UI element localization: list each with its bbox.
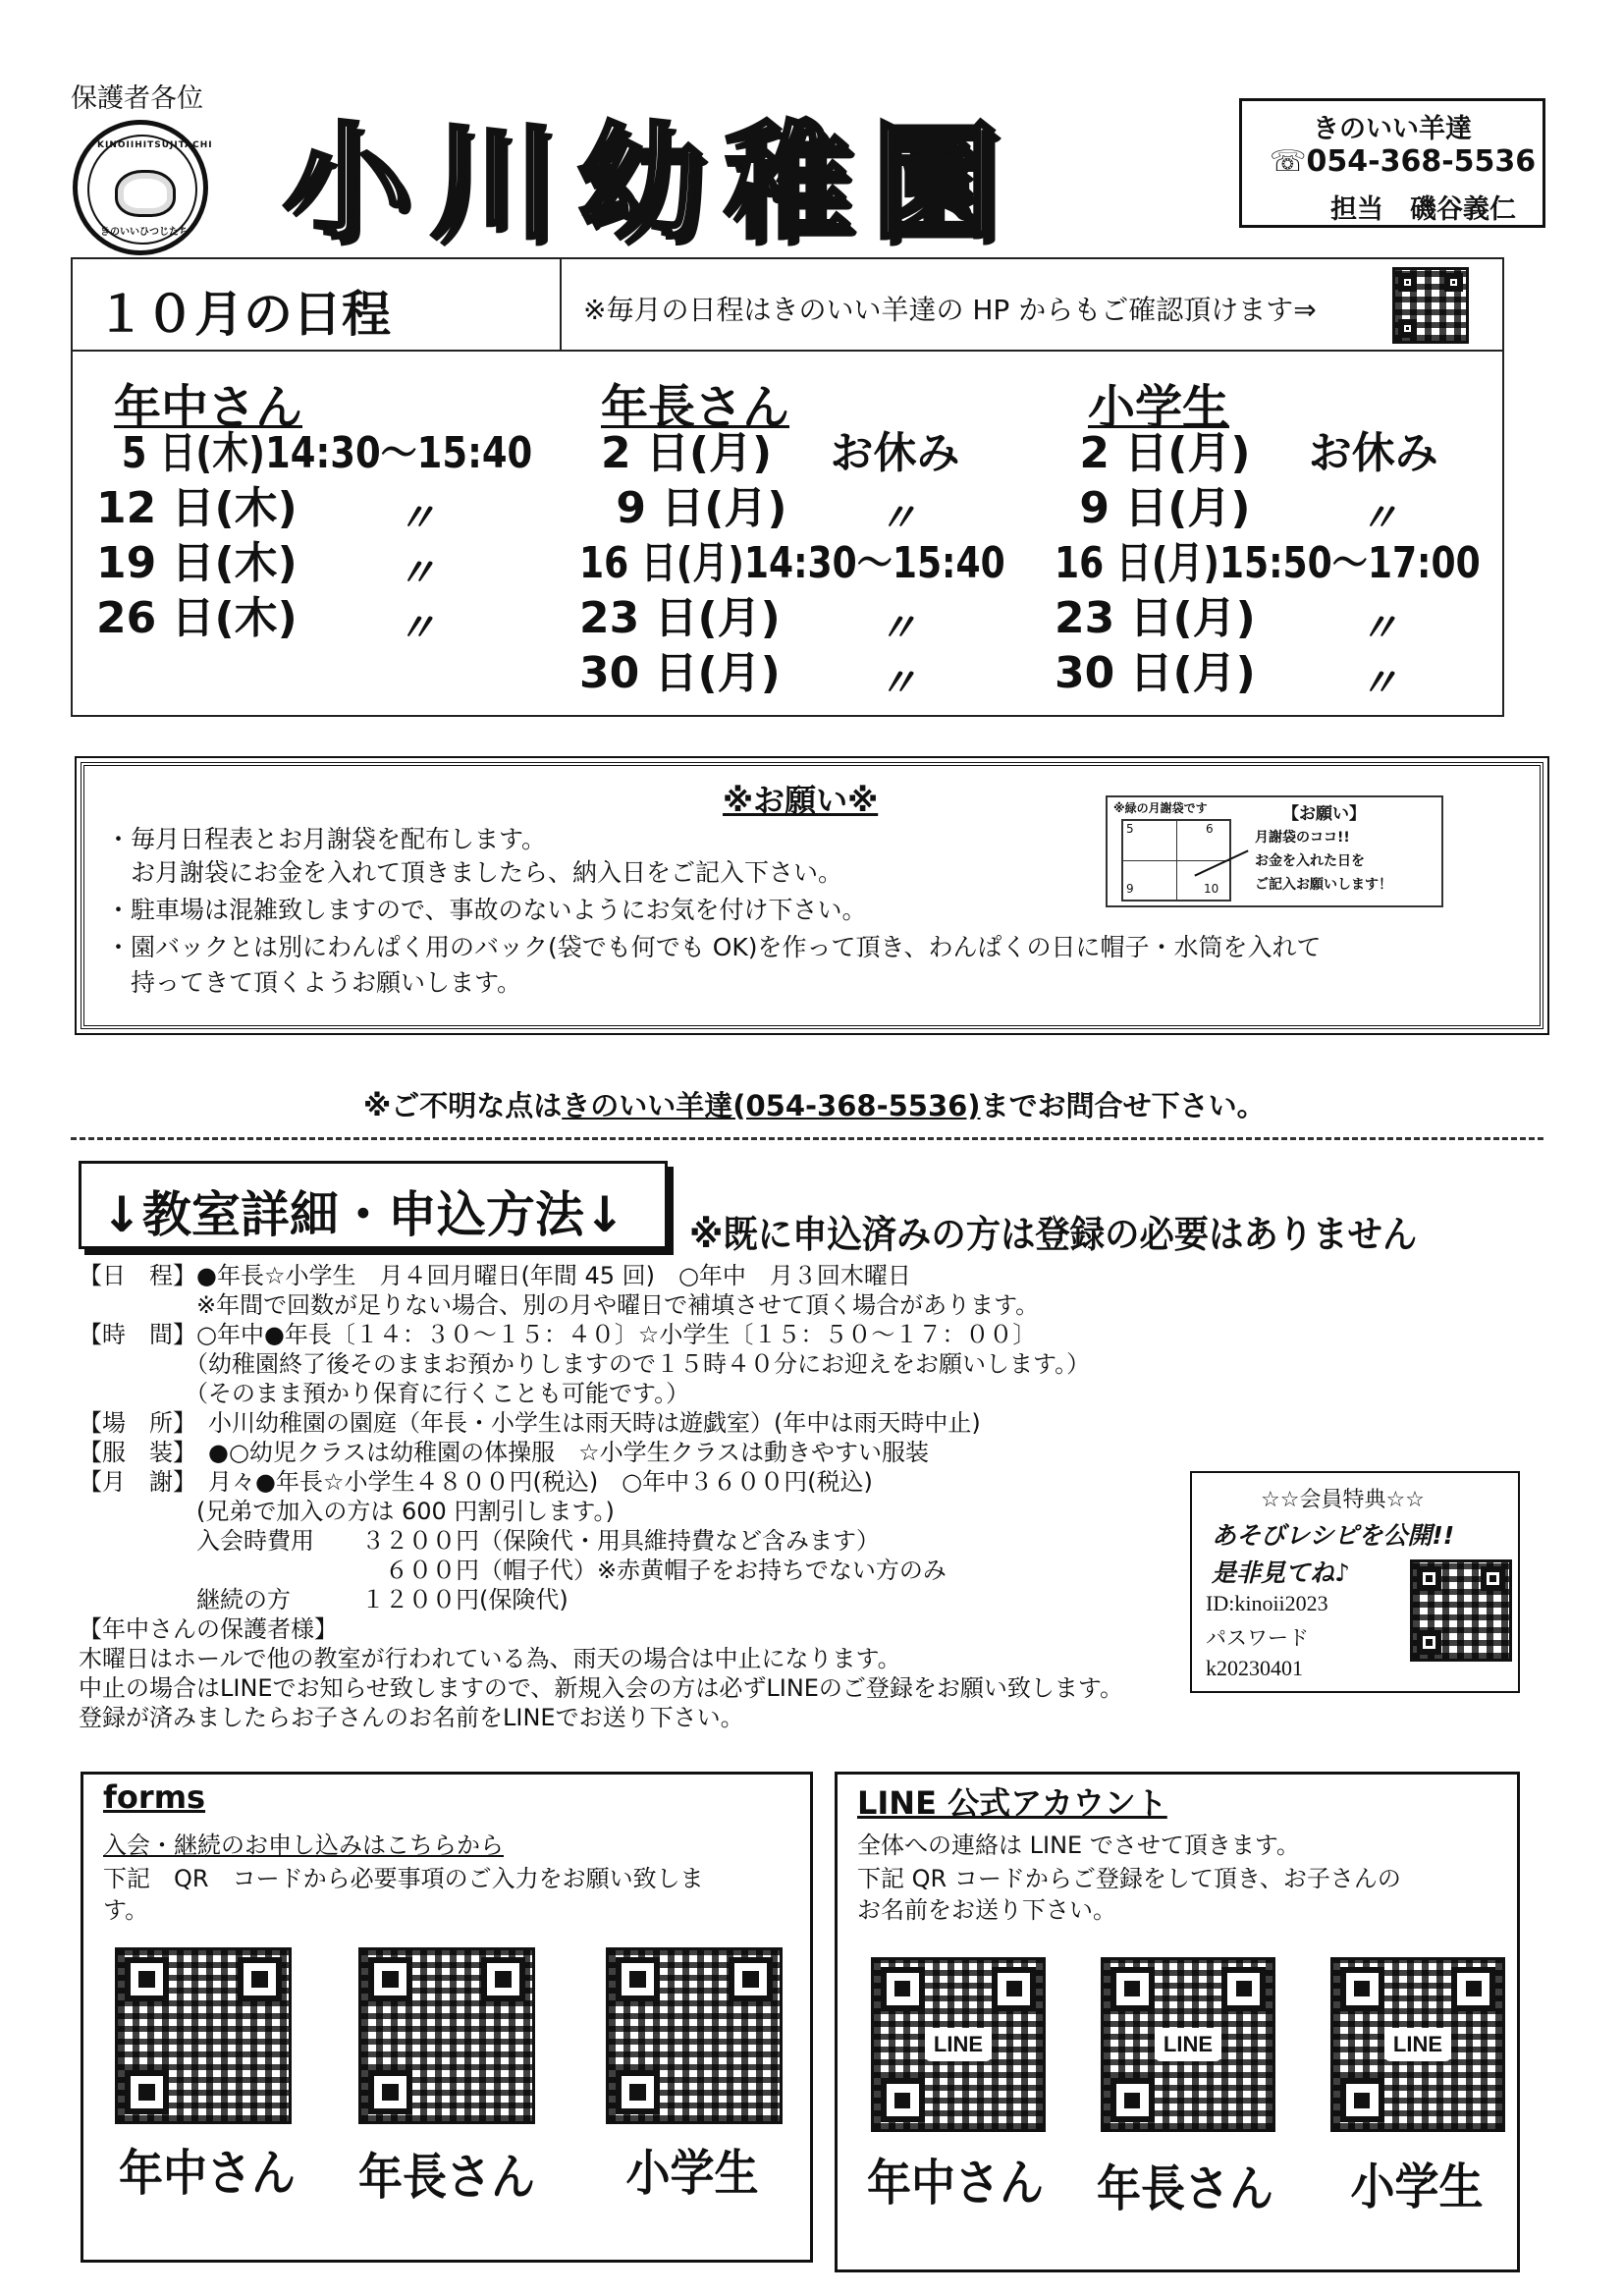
contact-person: 担当 磯谷義仁 bbox=[1330, 194, 1516, 225]
detail-line: ※年間で回数が足りない場合、別の月や曜日で補填させて頂く場合があります。 bbox=[79, 1291, 1040, 1319]
request-item: ・駐車場は混雑致しますので、事故のないようにお気を付け下さい。 bbox=[106, 896, 867, 924]
details-heading-box bbox=[79, 1161, 668, 1249]
sheep-icon bbox=[115, 170, 176, 217]
schedule-row: 30 日(月) bbox=[579, 648, 781, 698]
detail-line: 【年中さんの保護者様】 bbox=[79, 1615, 338, 1643]
schedule-row: 5 日(木)14:30～15:40 bbox=[96, 428, 533, 478]
member-password: k20230401 bbox=[1206, 1656, 1303, 1680]
line-qr-label: 年中さん bbox=[867, 2155, 1044, 2212]
schedule-row: 9 日(月) bbox=[1064, 483, 1251, 533]
member-title: ☆☆会員特典☆☆ bbox=[1261, 1488, 1425, 1512]
line-qr-nencho[interactable] bbox=[1101, 1957, 1275, 2132]
forms-line: す。 bbox=[103, 1896, 149, 1924]
inquiry-notice: ※ご不明な点はきのいい羊達(054-368-5536)までお問合せ下さい。 bbox=[363, 1089, 1266, 1122]
hp-qr-code[interactable] bbox=[1392, 267, 1469, 344]
ditto-mark: 〃 bbox=[878, 496, 917, 541]
section-divider bbox=[71, 1137, 1543, 1140]
detail-line: （幼稚園終了後そのままお預かりしますので１５時４０分にお迎えをお願いします。） bbox=[79, 1350, 1091, 1378]
schedule-box bbox=[71, 257, 1504, 717]
line-qr-label: 年長さん bbox=[1097, 2160, 1273, 2217]
detail-line: 登録が済みましたらお子さんのお名前をLINEでお送り下さい。 bbox=[79, 1704, 744, 1731]
line-icon: LINE bbox=[1155, 2028, 1222, 2061]
line-icon: LINE bbox=[1384, 2028, 1452, 2061]
line-box bbox=[835, 1772, 1520, 2272]
ditto-mark: 〃 bbox=[878, 606, 917, 651]
ditto-mark: 〃 bbox=[397, 496, 436, 541]
envelope-illustration: ※緑の月謝袋です 5 6 9 10 【お願い】 月謝袋のココ!! お金を入れた日を ご記入お願いします！ bbox=[1106, 795, 1443, 907]
request-item: 持ってきて頂くようお願いします。 bbox=[106, 968, 522, 997]
contact-box bbox=[1239, 98, 1545, 228]
detail-line: (兄弟で加入の方は 600 円割引します。) bbox=[79, 1498, 615, 1525]
member-benefit-box bbox=[1190, 1471, 1520, 1693]
detail-line: 【日 程】●年長☆小学生 月４回月曜日(年間 45 回) ○年中 月３回木曜日 bbox=[79, 1262, 911, 1289]
schedule-row: 16 日(月)15:50～17:00 bbox=[1055, 538, 1481, 588]
member-line2: 是非見てね♪ bbox=[1212, 1558, 1350, 1587]
detail-line: 継続の方 １２００円(保険代) bbox=[79, 1586, 568, 1613]
line-line: 全体への連絡は LINE でさせて頂きます。 bbox=[857, 1831, 1300, 1859]
member-id: ID:kinoii2023 bbox=[1206, 1591, 1328, 1615]
forms-qr-label: 年中さん bbox=[119, 2145, 296, 2202]
envelope-icon: 5 6 9 10 bbox=[1121, 819, 1231, 902]
schedule-row: 16 日(月)14:30～15:40 bbox=[579, 538, 1005, 588]
detail-line: 【場 所】 小川幼稚園の園庭（年長・小学生は雨天時は遊戯室）(年中は雨天時中止) bbox=[79, 1409, 981, 1437]
line-title: LINE 公式アカウント bbox=[857, 1784, 1167, 1822]
forms-title: forms bbox=[103, 1778, 206, 1816]
schedule-row: 26 日(木) bbox=[96, 593, 298, 643]
contact-org: きのいい羊達 bbox=[1313, 114, 1472, 144]
forms-qr-label: 年長さん bbox=[358, 2149, 535, 2206]
inquiry-contact-link[interactable]: きのいい羊達(054-368-5536) bbox=[562, 1089, 981, 1122]
schedule-heading: １０月の日程 bbox=[96, 286, 391, 343]
column-title-nenchu: 年中さん bbox=[114, 380, 303, 435]
detail-line: 入会時費用 ３２００円（保険代・用具維持費など含みます） bbox=[79, 1527, 880, 1555]
column-title-nencho: 年長さん bbox=[601, 380, 790, 435]
schedule-row: 12 日(木) bbox=[96, 483, 298, 533]
forms-box bbox=[81, 1772, 813, 2263]
illustration-label: ※緑の月謝袋です bbox=[1113, 801, 1208, 815]
logo bbox=[73, 120, 213, 255]
schedule-row: 23 日(月) bbox=[1055, 593, 1256, 643]
forms-qr-nenchu[interactable] bbox=[115, 1947, 292, 2124]
details-note: ※既に申込済みの方は登録の必要はありません bbox=[689, 1213, 1418, 1256]
detail-line: 【服 装】 ●○幼児クラスは幼稚園の体操服 ☆小学生クラスは動きやすい服装 bbox=[79, 1439, 929, 1466]
member-qr-code[interactable] bbox=[1410, 1559, 1512, 1662]
line-qr-nenchu[interactable] bbox=[871, 1957, 1046, 2132]
schedule-row: 9 日(月) bbox=[601, 483, 787, 533]
ditto-mark: 〃 bbox=[1359, 661, 1398, 706]
forms-line: 入会・継続のお申し込みはこちらから bbox=[103, 1831, 504, 1859]
details-heading: ↓教室詳細・申込方法↓ bbox=[101, 1186, 625, 1243]
schedule-note: ※毎月の日程はきのいい羊達の HP からもご確認頂けます⇒ bbox=[583, 294, 1317, 326]
detail-line: （そのまま預かり保育に行くことも可能です。） bbox=[79, 1380, 690, 1407]
line-icon: LINE bbox=[925, 2028, 993, 2061]
request-item: ・園バックとは別にわんぱく用のバック(袋でも何でも OK)を作って頂き、わんぱくの日に帽子・水筒を入れて bbox=[106, 933, 1322, 961]
forms-line: 下記 QR コードから必要事項のご入力をお願い致しま bbox=[103, 1865, 704, 1892]
line-qr-shogakusei[interactable] bbox=[1330, 1957, 1505, 2132]
line-qr-label: 小学生 bbox=[1350, 2159, 1484, 2215]
illustration-box-title: 【お願い】 bbox=[1282, 804, 1366, 824]
schedule-row: 2 日(月) お休み bbox=[601, 428, 960, 478]
detail-line: ６００円（帽子代）※赤黄帽子をお持ちでない方のみ bbox=[79, 1557, 947, 1584]
ditto-mark: 〃 bbox=[1359, 606, 1398, 651]
member-password-label: パスワード bbox=[1206, 1626, 1309, 1650]
schedule-row: 19 日(木) bbox=[96, 538, 298, 588]
column-title-shogakusei: 小学生 bbox=[1088, 380, 1230, 435]
schedule-row: 2 日(月) お休み bbox=[1064, 428, 1438, 478]
line-line: お名前をお送り下さい。 bbox=[857, 1896, 1116, 1924]
schedule-row: 30 日(月) bbox=[1055, 648, 1256, 698]
ditto-mark: 〃 bbox=[1359, 496, 1398, 541]
logo-bottom-text: きのいいひつじたち bbox=[100, 227, 189, 238]
request-item: ・毎月日程表とお月謝袋を配布します。 bbox=[106, 825, 547, 853]
request-item: お月謝袋にお金を入れて頂きましたら、納入日をご記入下さい。 bbox=[106, 858, 843, 887]
forms-qr-shogakusei[interactable] bbox=[606, 1947, 783, 2124]
ditto-mark: 〃 bbox=[397, 551, 436, 596]
request-box bbox=[81, 762, 1543, 1029]
contact-phone: ☏054-368-5536 bbox=[1270, 144, 1537, 179]
request-title: ※お願い※ bbox=[723, 782, 879, 819]
schedule-row: 23 日(月) bbox=[579, 593, 781, 643]
detail-line: 【月 謝】 月々●年長☆小学生４８００円(税込) ○年中３６００円(税込) bbox=[79, 1468, 873, 1496]
forms-qr-label: 小学生 bbox=[625, 2145, 759, 2202]
forms-qr-nencho[interactable] bbox=[358, 1947, 535, 2124]
detail-line: 中止の場合はLINEでお知らせ致しますので、新規入会の方は必ずLINEのご登録をお願い致します。 bbox=[79, 1674, 1124, 1702]
ditto-mark: 〃 bbox=[397, 606, 436, 651]
detail-line: 木曜日はホールで他の教室が行われている為、雨天の場合は中止になります。 bbox=[79, 1645, 901, 1672]
recipient-label: 保護者各位 bbox=[71, 83, 203, 114]
page-title: 小川幼稚園 bbox=[283, 110, 1020, 256]
line-line: 下記 QR コードからご登録をして頂き、お子さんの bbox=[857, 1865, 1401, 1892]
logo-text: KINOIIHITSUJITACHI bbox=[97, 140, 213, 150]
detail-line: 【時 間】○年中●年長〔１４：３０～１５：４０〕☆小学生〔１５：５０～１７：００〕 bbox=[79, 1321, 1037, 1348]
ditto-mark: 〃 bbox=[878, 661, 917, 706]
member-line1: あそびレシピを公開!! bbox=[1212, 1521, 1455, 1550]
